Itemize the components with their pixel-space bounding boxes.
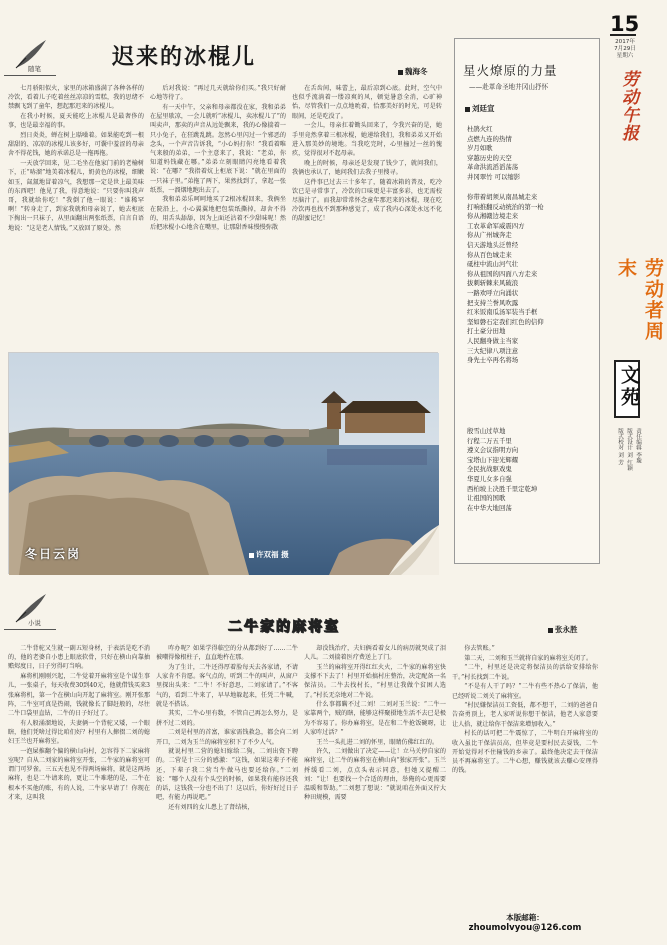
poem-box [454,38,600,564]
story-tag-rule [4,629,56,630]
section-title-weekend: 劳动者周末 [615,258,664,342]
story-tag-label: 小说 [28,619,41,627]
section-title-box [614,360,640,418]
essay-tag [8,38,54,78]
story-tag [8,592,54,632]
essay-column-2: 后对我说：“再过几天就给你们买。”我只好耐心地等待了。 有一天中午，父亲和母亲都没在家，我和弟弟在屋里歇凉，一会儿就听“冰棍儿，卖冰棍儿了”的叫卖声，那卖的声音从远处飘来，我的心像揣着一只小兔子，在狂跳乱跳。忽然心里闪过一个邪恶的念头，一个声音告诉我，“小心妈打你！”我看着唯气来般的弟弟，一个主意来了，我说：“老弟，你知道妈钱藏在哪。”弟弟立刻眼睛闪亮地看着我说：“在哪？”我指着炕上柜底下说：“就在里面的一只袜子里。”弟拖了两下，果然找到了，拿起一张纸票，一溜烟地跑出去了。 我和弟弟乐呵呵地买了2根冰棍回来，我俩坐在院沿上，小心翼翼地把包装纸撕掉，却舍不得的，用舌头舔舔，因为上面还沾着不少甜味呢！然后把冰棍小心地含在嘴里，让那甜香味慢慢弥散 [150,85,286,232]
story-column-3: 却没钱治疗，夫妇俩看着女儿的病历就哭成了泪人儿。二刘揣着医疗费送上了门。 玉兰的麻将室开得红红火火，二牛家的麻将室快支撑不下去了！村里开始搞村庄整治，决定配备一名保洁员。二牛去找村长，“村里让我做个贫困人选了。”村长无奈地对二牛说。 什么事都瞒不过二刘！二刘对玉兰说：“二牛一家靠两个，贼的瞎，能够这样聚摄地生活不去已是极为不容易了。你办麻将室，是在和二牛抢饭碗呀，让人家咋过活？” 王兰一头扎进二刘的怀里，眼睛仿佛红红的。 许久，二刘做出了决定——让！立马关停自家的麻将室，让二牛的麻将室在横山向“独家开张”。玉兰捋缓看二刘，点点头表示同意，但她又提醒二刘：“让！也要找一个合适的理由，举俺的心更需要温暖和帮助。”二刘想了想说：“就说咱在外面又拧大种田规模，需要 [304,645,446,802]
essay-tag-label: 随笔 [28,65,41,73]
paper-name-logo: 劳动午报 [618,70,638,142]
page-number: 15 [610,12,640,36]
section-title-wenyuan: 文苑 [618,365,640,409]
poem-stanza-2: 你带着胡须从南昌城走来 打响推翻反动统治的第一枪 你从湘赣边境走来 工农革命军威震四方 你从广州城奔走 信天游地头泛曾经 你从百色城走来 砥柱中流山河气壮 你从祖国的四面八方走来 拔刺斩棘来风破浪 一路欢呼立向涌状 把支持兰誉风吹露 红米饭南瓜汤军装当手框 坚如磐石定我们红色的信仰 打土豪分田地 人民翻身做主当家 三大纪律八项注意 身先士卒再名将场 [467,193,544,365]
essay-byline: 魏海冬 [398,66,428,77]
photo-credit: 许双福 摄 [249,549,289,560]
feature-photo [8,352,438,574]
mailbox [452,912,598,933]
masthead-sidebar [604,0,664,945]
photo-caption: 冬日云岗 [25,547,82,561]
mailbox-label: 本版邮箱： [506,913,544,922]
essay-column-3: 在舌齿间，味蕾上，最后凉到心底。此时，空气中也似乎流淌着一缕凉爽的风，顿觉暑意全消，心旷神怡，尽管我们一点点地吮着，恰那美好的时光，可是转眼间，还是吃没了。 一会儿，母亲扛着锄头回来了，令我兴奋的是，她手里竟然拿着三根冰棍，她递给我们，我和弟弟又开始进入那美妙的境地。当我吃完时，心里撞过一丝的愧疚，觉得很对不起母亲。 晚上的时候，母亲还是发现了钱少了，就问我们，我俩也承认了，她问我们去我子里搜寻。 这件事已过去三十多年了，随着冰箱的普及，吃冷饮已是寻常事了，冷饮的口味更是丰富多彩，也无需校尽脑汁了。而我却常常怀念童年那迟来的冰棍，现在吃冷饮再也找不到那种感觉了，成了我内心深处永远不化的甜蜜记忆！ [292,85,442,223]
poem-stanza-3: 殷雪山过草地 行程二万五千里 遵义会议指明方向 宝塔山下迎光辉耀 全民抗战驱戏鬼 华夏儿女多自强 西柏坡上决胜千里定乾坤 让祖国的国歌 在中华大地回荡 [467,427,538,512]
story-column-2: 咋办呢？如果学得临空的分从都到好了……二牛被嘲得像根柱子，直直地杵在那。 为了生计，二牛还得厚着脸每天去各家请，不请人家肯不肯愿。客气点的，听到二牛的叫声，从窗户里探出头来：“二牛！不好意思，二刘家请了。”不客气的，看到二牛来了，早早地躲起来，任凭二牛喊，就是不搭话。 其实，二牛心里有数，不管自己再怎么努力，是拼不过二刘的。 二刘是村里的首富，谁家需钱救急，都会向二刘开口，二刘为玉兰的麻将室积下了不少人气。 就说村里二营的媳妇嫁给二狗，二刘出资下聘的。二营是十三分的感激：“这钱，如果这辈子不能还，下辈子我二营当牛做马也要还给你。”二刘说：“哪个人没有个头空的时候，如果我有能你还我的话，这钱我一分也不出了！这以后，你好好过日子吧，有能力再说吧。” 还有刘四的女儿患上了肾结核， [156,645,298,811]
poem-subtitle: ——赴革命圣地井冈山抒怀 [469,83,549,91]
poem-title: 星火燎原的力量 [463,63,558,78]
poem-stanza-1: 杜鹃火红 点燃九连的热情 岁月如歌 穿越历史的天空 革命洪流滔滔荡荡 井冈翠竹 可以缩影 [467,125,521,181]
story-column-1: 二牛背驼又生就一副五短身材，于表活是吃不消的，他的老婆自小患上眼底软骨，只好在横山向靠抽赡烬度日，日子穷得叮当响。 麻将机刚刚兴起，二牛觉着开麻将室是个谋生事儿，一张桌子，每天收费30到40元，他就借钱买来3张麻将机，第一个在横山向开起了麻将室。刚开张那阵，二牛室可真是热闹，钱就像长了脚赶般的，尽往二牛口袋里直钻，二牛的日子好过了。 有人般涌溜地说，夫妻俩一个背驼又矮，一个眼瞎，他们凭啥过得比咱们好？村里有人撺掇二刘的媳妇王兰也开麻将室。 一泡屎推翻个偏的横山向村，怎容得下二家麻将室呢？自从二刘家的麻将室开张，二牛家的麻将室可谓门可罗雀。三五天也见不得两场麻将，就是这两场麻将，也是二牛请来的，更让二牛难堪的是，二牛在根本不买他的账，有的人说，二牛家早请了！你现在才来，这叫我 [8,645,150,801]
essay-column-1: 七月骄阳似火，家里的冰箱盛满了各种各样的冷饮，看着儿子吃着丝丝凉凉的雪糕，我的思绪不禁飘飞到了童年，想起那迟来的冰棍儿。 在我小时候，夏天能吃上冰棍儿是最奢侈的事，也是最幸福的事。 烈日炎炎，蝉在树上聒噪着。如果能吃到一根甜甜的、凉凉的冰棍儿该多好，可囊中羞涩的母亲舍不得花钱，她的承诺总是一拖再拖。 一天放学回来，见二毛坐在他家门前的老榆树下，正“哧溜”地美着冰棍儿，奶黄色的冰棍，细嫩如玉，氤氲地冒着凉气，我想那一定是世上最美味的东西吧！他见了我，得意地说：“只要你叫我声哥，我就给你吃！”我倒了他一眼说：“谁稀罕啊！”转身走了，到家我就和母亲说了，她去柜底下掏出一只袜子，从里面翻出两张纸票，自言自语地说：“这是老人情钱。”又放回了原处。然 [8,85,144,232]
story-title: 二牛家的麻将室 [228,619,340,635]
landscape-photo-image [9,353,439,575]
story-byline: 张永胜 [548,624,578,635]
issue-date: 2017年 7月29日 星期六 [614,39,636,59]
mailbox-email: zhoumolvyou@126.com [468,923,582,933]
poem-byline: 刘廷宣 [465,103,495,114]
editor-credits: 责任编辑 李璇 版式设计 刘 红颖 版式校对 刘 芳 [617,428,641,471]
essay-title: 迟来的冰棍儿 [112,45,257,70]
story-column-4: 你去管账。” 第二天，二刘和玉兰就将自家的麻将室关闭了。 “二牛，村里还是决定将保洁员的活给安排给你干。”村长找到二牛说。 “不是有人干了吗？”二牛有些不热心了保洁，他已经听说二刘关了麻将室。 “村民嫌保洁员工资低，都不想干，二刘的爸爸自告奋勇顶上，老人家听说你想干保洁，他老人家意要让人拾，就让给你干保洁来增加收入。” 村长的话可把二牛震惊了，二牛明白开麻将室的收入虽比干保洁员高，但毕竟是要村民去耍钱，二牛开始觉得对不住输钱的乡亲了。最终他决定去干保洁员不再麻将室了。二牛心想，赚钱就该去赚心安理得的钱。 [452,645,598,775]
essay-tag-rule [4,75,56,76]
